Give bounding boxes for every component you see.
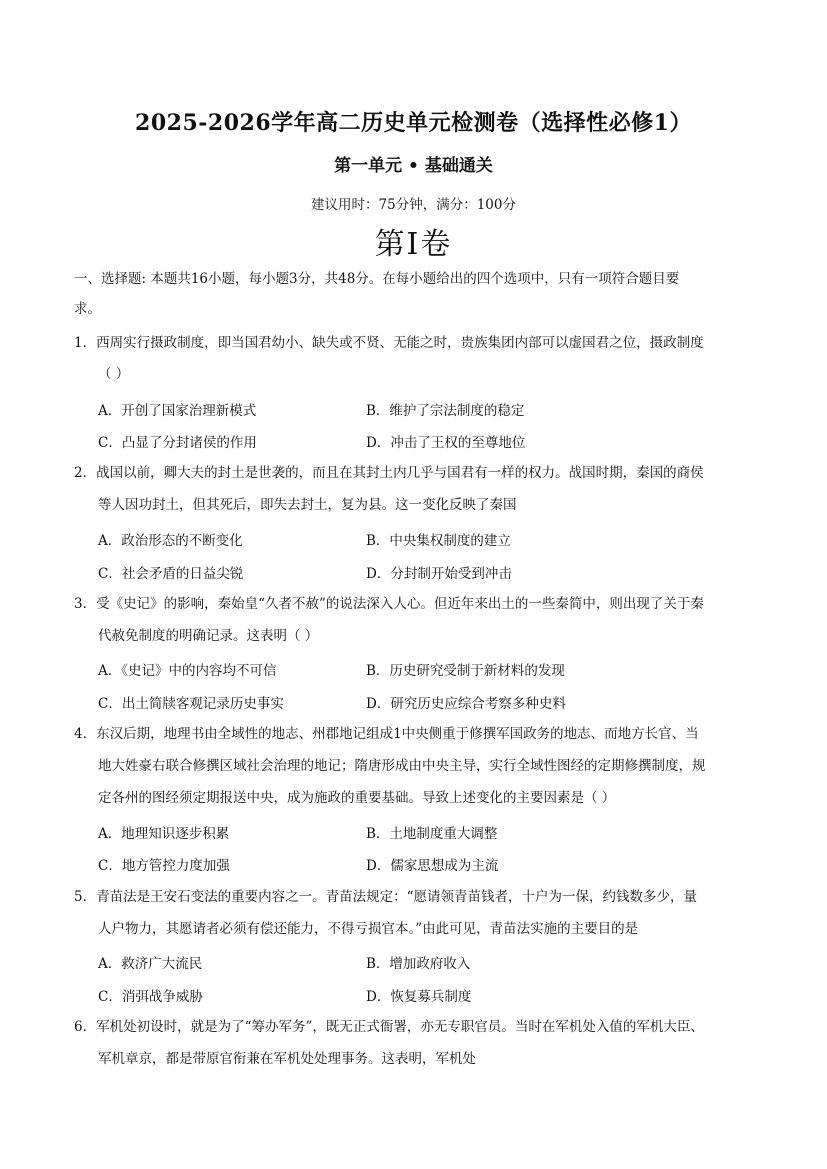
question-5-option-c[interactable]: C．消弭战争威胁 (98, 989, 203, 1005)
question-4-option-b[interactable]: B．土地制度重大调整 (366, 826, 498, 842)
question-4-option-a[interactable]: A．地理知识逐步积累 (98, 826, 230, 842)
question-1-option-c[interactable]: C．凸显了分封诸侯的作用 (98, 435, 257, 451)
question-1-option-b[interactable]: B．维护了宗法制度的稳定 (366, 403, 525, 419)
volume-heading: 第Ⅰ卷 (374, 227, 453, 262)
question-4-line2: 地大姓豪右联合修撰区域社会治理的地记；隋唐形成由中央主导，实行全域性图经的定期修撰制度，规 (98, 758, 706, 774)
question-5-option-b[interactable]: B．增加政府收入 (366, 956, 471, 972)
question-2-option-d[interactable]: D．分封制开始受到冲击 (366, 566, 512, 582)
question-6-line1: 6．军机处初设时，就是为了“筹办军务”，既无正式衙署，亦无专职官员。当时在军机处入值的军机大臣、 (74, 1019, 704, 1035)
section-instructions-line2: 求。 (74, 301, 101, 317)
question-2-line2: 等人因功封土，但其死后，即失去封土，复为县。这一变化反映了秦国 (98, 497, 517, 513)
question-6-line2: 军机章京，都是带原官衔兼在军机处处理事务。这表明，军机处 (98, 1051, 476, 1067)
question-3-option-b[interactable]: B．历史研究受制于新材料的发现 (366, 663, 565, 679)
question-5-option-d[interactable]: D．恢复募兵制度 (366, 989, 472, 1005)
question-4-option-d[interactable]: D．儒家思想成为主流 (366, 858, 499, 874)
question-3-option-a[interactable]: A．《史记》中的内容均不可信 (98, 663, 277, 679)
question-2-option-b[interactable]: B．中央集权制度的建立 (366, 533, 511, 549)
question-3-line1: 3．受《史记》的影响，秦始皇“久者不赦”的说法深入人心。但近年来出土的一些秦简中，则出现了关于秦 (74, 596, 704, 612)
question-4-option-c[interactable]: C．地方管控力度加强 (98, 858, 230, 874)
question-5-option-a[interactable]: A．救济广大流民 (98, 956, 203, 972)
question-2-option-c[interactable]: C．社会矛盾的日益尖锐 (98, 566, 244, 582)
question-5-line1: 5．青苗法是王安石变法的重要内容之一。青苗法规定：“愿请领青苗钱者，十户为一保，约钱数多少，量 (74, 889, 697, 905)
question-1-option-a[interactable]: A．开创了国家治理新模式 (98, 403, 257, 419)
question-3-line2: 代赦免制度的明确记录。这表明（ ） (98, 628, 319, 644)
question-5-line2: 人户物力，其愿请者必须有偿还能力，不得亏损官本。”由此可见，青苗法实施的主要目的是 (98, 921, 639, 937)
section-instructions-line1: 一、选择题: 本题共16小题，每小题3分，共48分。在每小题给出的四个选项中，只有一项符合题目要 (74, 271, 680, 287)
unit-subtitle: 第一单元 • 基础通关 (334, 156, 493, 176)
exam-meta: 建议用时：75分钟，满分：100分 (311, 197, 516, 213)
question-3-option-d[interactable]: D．研究历史应综合考察多种史料 (366, 696, 566, 712)
question-4-line3: 定各州的图经须定期报送中央，成为施政的重要基础。导致上述变化的主要因素是（ ） (98, 790, 616, 806)
page-title: 2025-2026学年高二历史单元检测卷（选择性必修1） (135, 110, 692, 136)
question-4-line1: 4．东汉后期，地理书由全域性的地志、州郡地记组成1中央侧重于修撰军国政务的地志、而地方长官、当 (74, 726, 699, 742)
question-3-option-c[interactable]: C．出土简牍客观记录历史事实 (98, 696, 284, 712)
question-1-line2: （ ） (98, 366, 130, 382)
question-1-line1: 1．西周实行摄政制度，即当国君幼小、缺失或不贤、无能之时，贵族集团内部可以虚国君之位，摄政制度 (74, 335, 704, 351)
question-2-line1: 2．战国以前，卿大夫的封土是世袭的，而且在其封土内几乎与国君有一样的权力。战国时期，秦国的商侯 (74, 465, 704, 481)
question-1-option-d[interactable]: D．冲击了王权的至尊地位 (366, 435, 526, 451)
question-2-option-a[interactable]: A．政治形态的不断变化 (98, 533, 243, 549)
